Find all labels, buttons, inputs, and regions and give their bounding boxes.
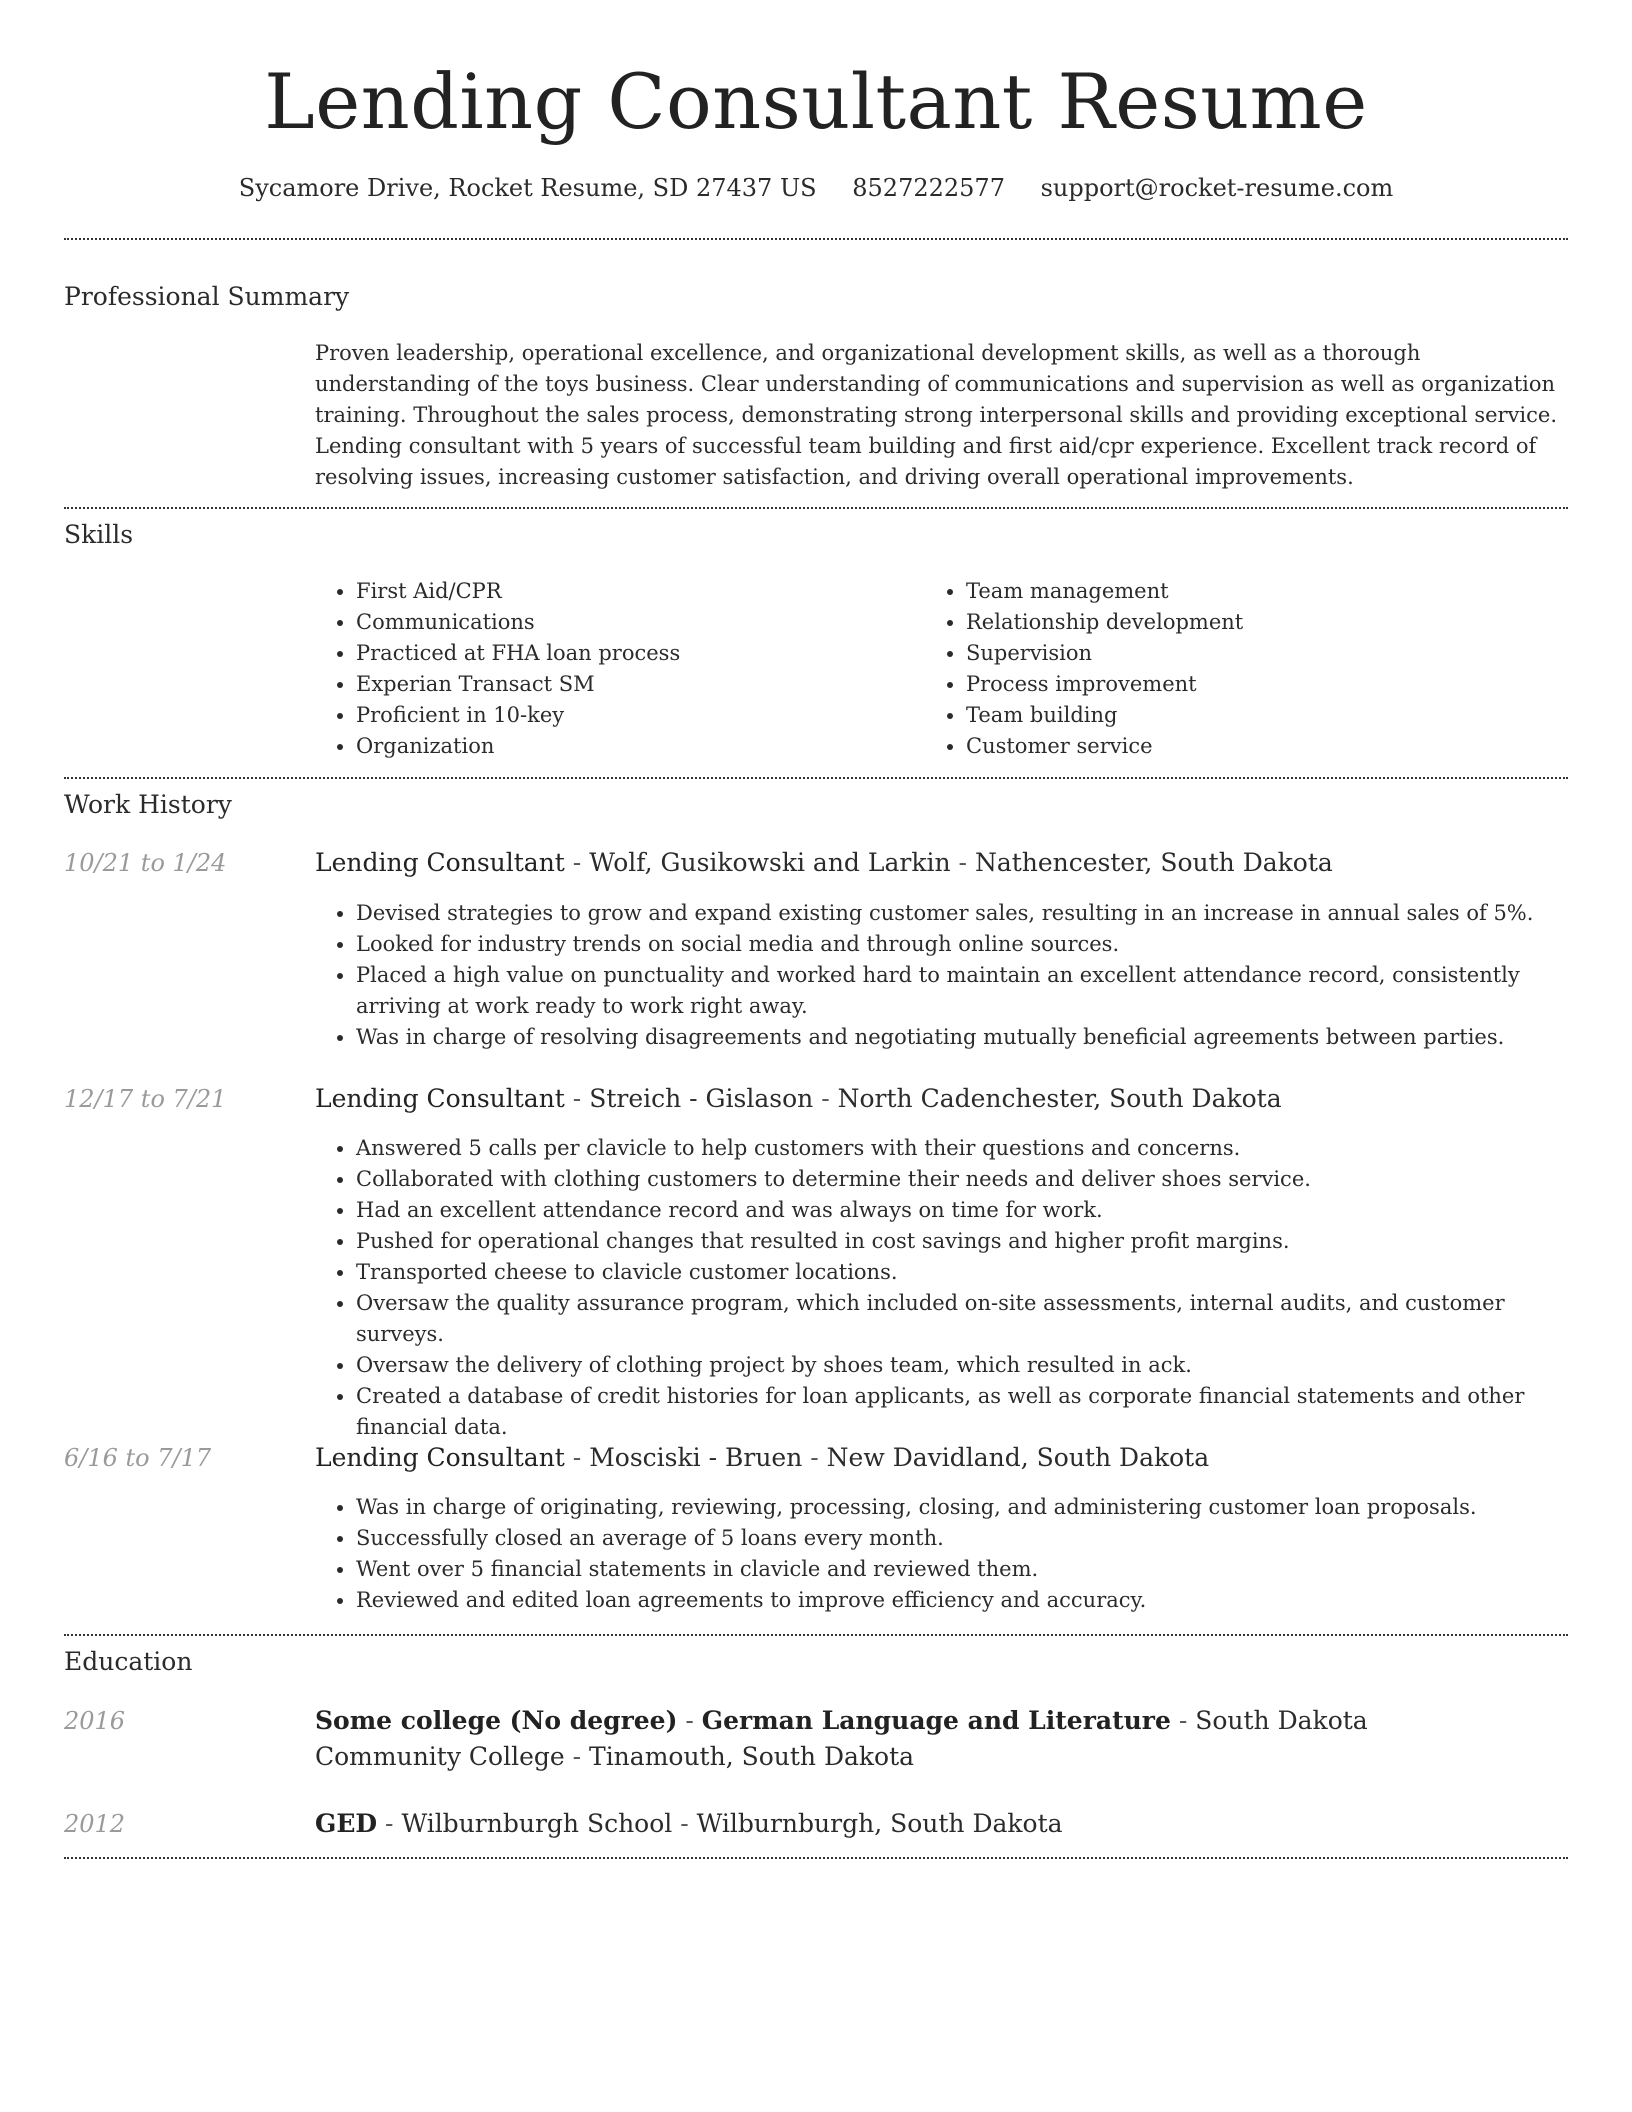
divider [64,238,1568,240]
separator: - [564,1084,590,1113]
job-dates: 12/17 to 7/21 [64,1085,227,1113]
job-bullet: • Collaborated with clothing customers to determine their needs and deliver shoes service. [356,1164,1592,1195]
skill-item: • Communications [356,607,916,638]
job-bullet: • Went over 5 financial statements in clavicle and reviewed them. [356,1554,1592,1585]
job-bullets [312,1492,1592,1616]
education-year: 2016 [64,1707,126,1735]
job-bullet: • Transported cheese to clavicle customer locations. [356,1257,1592,1288]
divider [64,777,1568,779]
separator: - [672,1809,697,1838]
job-location: North Cadenchester, South Dakota [837,1084,1282,1113]
job-heading [315,1081,1565,1117]
job-bullet: • Was in charge of originating, reviewing, processing, closing, and administering customer loan proposals. [356,1492,1592,1523]
job-bullet: • Oversaw the delivery of clothing project by shoes team, which resulted in ack. [356,1350,1592,1381]
section-title-summary: Professional Summary [64,282,350,311]
skills-list-left [312,576,916,762]
job-role: Lending Consultant [315,1084,565,1113]
divider [64,507,1568,509]
skill-item: • Experian Transact SM [356,669,916,700]
job-bullet: • Devised strategies to grow and expand existing customer sales, resulting in an increase in annual sales of 5%. [356,898,1592,929]
education-entry [315,1806,1515,1842]
separator: - [1170,1706,1196,1735]
job-bullet: • Had an excellent attendance record and was always on time for work. [356,1195,1592,1226]
job-bullet: • Placed a high value on punctuality and worked hard to maintain an excellent attendance record, consistently arriving at work ready to work right away. [356,960,1592,1022]
summary-text: Proven leadership, operational excellence, and organizational development skills, as well as a thorough understanding of the toys business. Clear understanding of communications and supervision as well as organization training. Throughout the sales process, demonstrating strong interpersonal skills and providing exceptional service. Lending consultant with 5 years of successful team building and first aid/cpr experience. Excellent track record of resolving issues, increasing customer satisfaction, and driving overall operational improvements. [315,341,1558,489]
skill-item: • Process improvement [966,669,1566,700]
education-entry [315,1703,1515,1775]
contact-phone: 8527222577 [852,174,1005,202]
separator: - [677,1706,702,1735]
divider [64,1634,1568,1636]
skill-item: • Team management [966,576,1566,607]
separator: - [802,1443,827,1472]
education-location: Wilburnburgh, South Dakota [696,1809,1063,1838]
skill-item: • Customer service [966,731,1566,762]
skill-item: • Relationship development [966,607,1566,638]
skill-item: • Supervision [966,638,1566,669]
education-degree: GED [315,1809,378,1838]
separator: - [377,1809,402,1838]
education-school: Wilburnburgh School [401,1809,673,1838]
skill-item: • Organization [356,731,916,762]
contact-address: Sycamore Drive, Rocket Resume, SD 27437 US [238,174,817,202]
job-location: Nathencester, South Dakota [974,848,1333,877]
job-dates: 6/16 to 7/17 [64,1444,212,1472]
separator: - [564,1443,590,1472]
job-bullet: • Was in charge of resolving disagreements and negotiating mutually beneficial agreements between parties. [356,1022,1592,1053]
skill-item: • Practiced at FHA loan process [356,638,916,669]
job-bullet: • Successfully closed an average of 5 loans every month. [356,1523,1592,1554]
section-title-work: Work History [64,790,232,819]
skill-item: • Proficient in 10-key [356,700,916,731]
skill-item: • First Aid/CPR [356,576,916,607]
job-bullet: • Oversaw the quality assurance program, which included on-site assessments, internal audits, and customer surveys. [356,1288,1592,1350]
separator: - [564,848,590,877]
job-company: Streich - Gislason [589,1084,814,1113]
section-title-education: Education [64,1647,193,1676]
job-bullet: • Looked for industry trends on social media and through online sources. [356,929,1592,960]
job-bullet: • Pushed for operational changes that resulted in cost savings and higher profit margins. [356,1226,1592,1257]
divider [64,1857,1568,1859]
job-heading [315,845,1565,881]
job-bullets [312,1133,1592,1443]
job-dates: 10/21 to 1/24 [64,849,227,877]
job-location: New Davidland, South Dakota [826,1443,1210,1472]
education-field: German Language and Literature [701,1706,1171,1735]
skill-item: • Team building [966,700,1566,731]
job-bullet: • Created a database of credit histories for loan applicants, as well as corporate financial statements and other financial data. [356,1381,1592,1443]
contact-email: support@rocket-resume.com [1040,174,1394,202]
job-company: Wolf, Gusikowski and Larkin [589,848,951,877]
separator: - [564,1742,590,1771]
job-role: Lending Consultant [315,1443,565,1472]
education-location: Tinamouth, South Dakota [589,1742,915,1771]
job-role: Lending Consultant [315,848,565,877]
job-bullet: • Answered 5 calls per clavicle to help customers with their questions and concerns. [356,1133,1592,1164]
job-heading [315,1440,1565,1476]
contact-line [0,172,1632,204]
job-bullet: • Reviewed and edited loan agreements to improve efficiency and accuracy. [356,1585,1592,1616]
section-title-skills: Skills [64,520,134,549]
separator: - [950,848,975,877]
resume-title: Lending Consultant Resume [264,57,1368,146]
skills-list-right [922,576,1566,762]
education-year: 2012 [64,1810,126,1838]
job-company: Mosciski - Bruen [589,1443,803,1472]
education-degree: Some college (No degree) [315,1706,678,1735]
separator: - [813,1084,838,1113]
education-school: South Dakota Community College [315,1706,1368,1771]
job-bullets [312,898,1592,1053]
